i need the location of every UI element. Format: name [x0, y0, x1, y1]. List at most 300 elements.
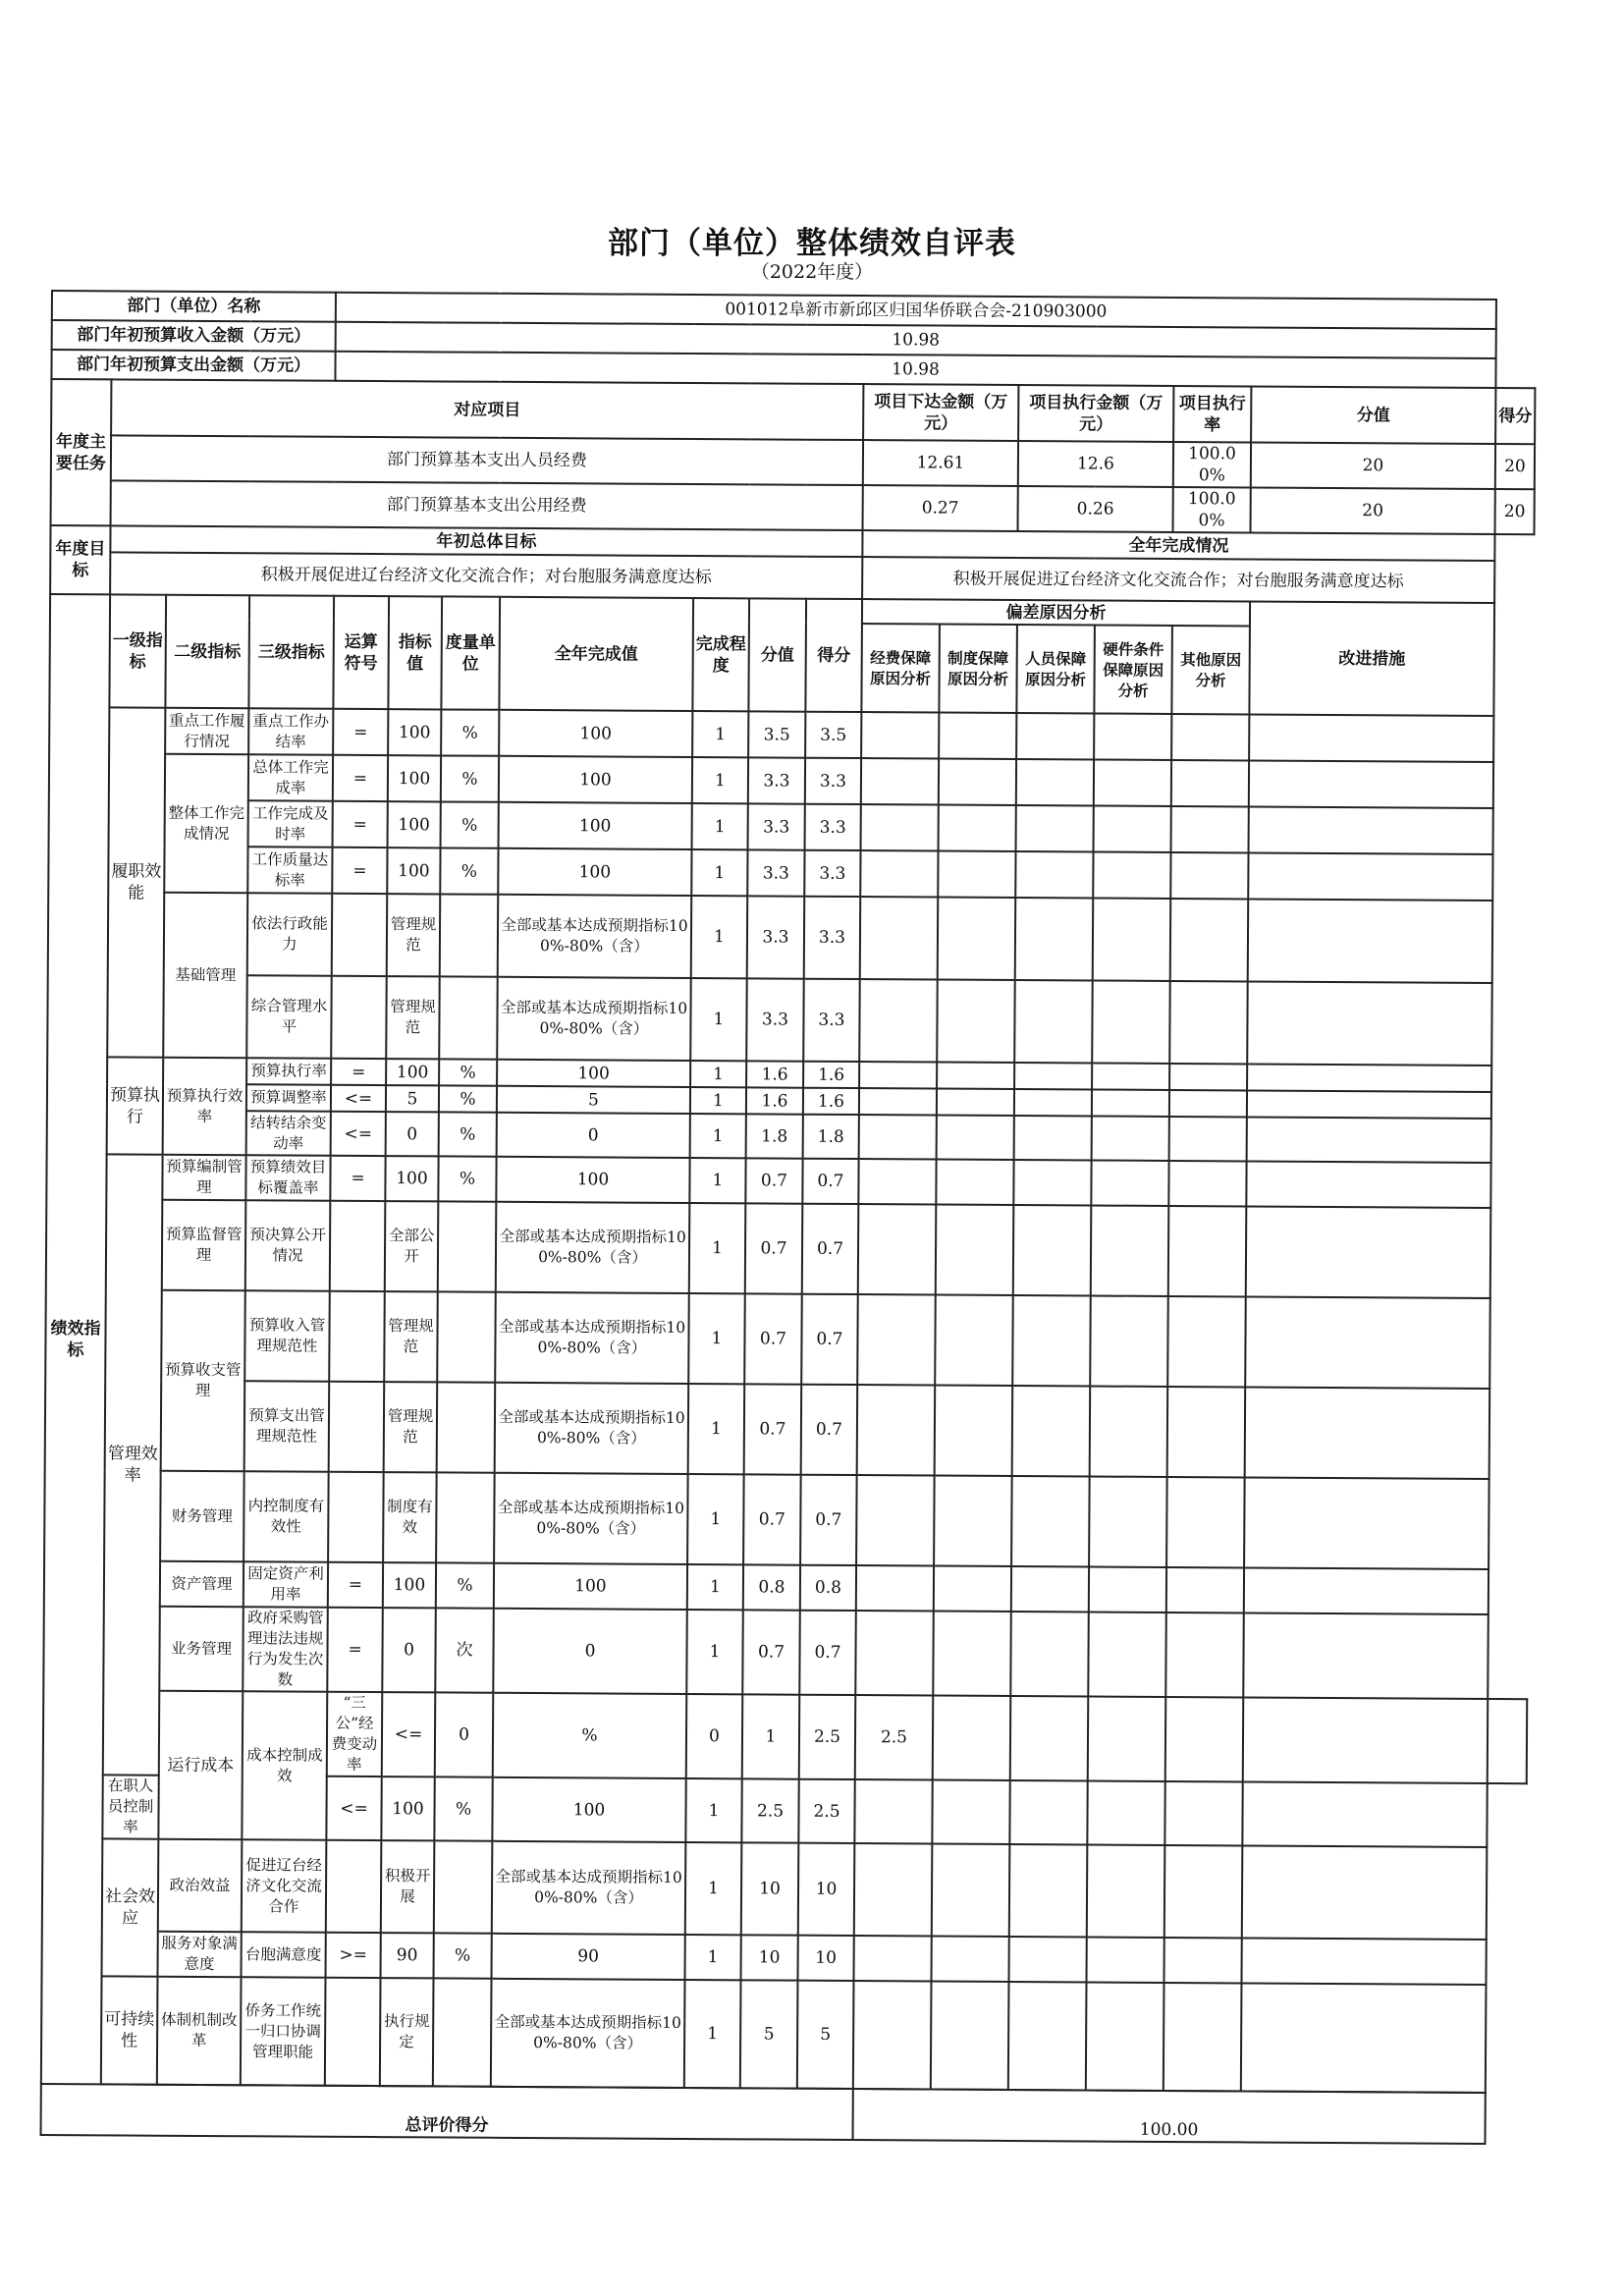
deviation-cell [1015, 898, 1094, 980]
actual-cell: 100 [499, 756, 692, 803]
deviation-cell [932, 1844, 1010, 1937]
deviation-cell [1093, 851, 1170, 898]
deviation-cell [936, 1205, 1014, 1295]
task-score: 20 [1495, 444, 1535, 489]
deviation-cell [1166, 1567, 1244, 1613]
deviation-cell [1088, 1612, 1166, 1696]
actual-cell: 全部或基本达成预期指标100%-80%（含） [495, 1292, 689, 1384]
deviation-cell [1169, 1090, 1247, 1117]
operator-cell: <= [331, 1085, 386, 1112]
level3-cell: 侨务工作统一归口协调管理职能 [241, 1977, 326, 2086]
deviation-cell [1169, 1117, 1247, 1161]
score-cell: 0.7 [802, 1159, 858, 1204]
target-cell: 积极开展 [381, 1840, 435, 1933]
level1-operating-cost: 运行成本 [158, 1691, 243, 1840]
actual-cell: 全部或基本达成预期指标100%-80%（含） [494, 1473, 688, 1564]
header-unit: 度量单位 [441, 596, 500, 709]
deviation-cell [1014, 1063, 1092, 1089]
indicator-row [42, 1838, 1527, 1940]
deviation-cell [1015, 851, 1093, 898]
operator-cell [329, 1291, 385, 1382]
unit-cell: % [434, 1933, 492, 1978]
improvement-cell [1241, 1938, 1486, 1985]
deviation-cell [1171, 760, 1249, 806]
degree-cell: 1 [690, 1061, 746, 1087]
deviation-cell [1167, 1387, 1246, 1477]
deviation-cell [1164, 1781, 1242, 1845]
tasks-header-rate: 项目执行率 [1173, 386, 1251, 442]
deviation-cell [1164, 1845, 1243, 1938]
improvement-cell [1245, 1387, 1490, 1479]
max-score-cell: 5 [740, 1980, 798, 2088]
degree-cell: 1 [689, 1158, 745, 1203]
deviation-cell [861, 804, 939, 850]
header-degree: 完成程度 [692, 598, 749, 711]
deviation-cell [1011, 1566, 1089, 1612]
max-score-cell: 3.3 [747, 849, 804, 896]
document-year: （2022年度） [750, 261, 874, 283]
deviation-cell [935, 1295, 1013, 1386]
improvement-cell [1242, 1845, 1488, 1940]
target-cell: 100 [387, 847, 440, 894]
score-cell: 0.7 [801, 1294, 858, 1385]
unit-cell: % [439, 1059, 497, 1085]
deviation-cell [1091, 1205, 1169, 1295]
operator-cell [325, 1978, 381, 2086]
actual-cell: 全部或基本达成预期指标100%-80%（含） [491, 1979, 685, 2088]
degree-cell: 1 [742, 1694, 800, 1778]
max-score-cell: 0.7 [743, 1474, 801, 1564]
unit-cell: % [436, 1562, 494, 1608]
expense-value: 10.98 [335, 352, 1495, 388]
level2-business-management: 业务管理 [159, 1607, 244, 1692]
deviation-cell [1088, 1696, 1166, 1780]
deviation-cell [935, 1386, 1013, 1476]
level3-cell: 台胞满意度 [242, 1932, 326, 1978]
operator-cell: >= [326, 1933, 381, 1978]
deviation-cell [1016, 713, 1094, 759]
deviation-cell [1165, 1613, 1244, 1697]
deviation-cell [1010, 1696, 1089, 1780]
total-row [41, 2084, 1525, 2144]
level3-cell: 促进辽台经济文化交流合作 [242, 1839, 327, 1933]
deviation-cell [1164, 1983, 1242, 2091]
improvement-cell [1244, 1477, 1489, 1569]
max-score-cell: 10 [740, 1935, 797, 1980]
tasks-header-allocated: 项目下达金额（万元） [863, 384, 1018, 441]
level2-political-benefit: 政治效益 [158, 1839, 243, 1933]
target-cell: 100 [385, 1156, 438, 1201]
goals-completion-text: 积极开展促进辽台经济文化交流合作；对台胞服务满意度达标 [862, 557, 1494, 603]
level2-institutional-reform: 体制机制改革 [157, 1977, 242, 2086]
operator-cell [328, 1472, 384, 1562]
deviation-cell [859, 1115, 937, 1159]
score-cell: 0.7 [799, 1611, 856, 1695]
deviation-cell [1087, 1844, 1165, 1937]
deviation-cell [1094, 759, 1171, 805]
goals-completion-header: 全年完成情况 [862, 530, 1494, 561]
actual-cell: 全部或基本达成预期指标100%-80%（含） [492, 1841, 686, 1935]
max-score-cell: 0.7 [742, 1610, 800, 1694]
improvement-cell [1247, 1090, 1491, 1119]
deviation-cell [1016, 805, 1094, 851]
deviation-cell [856, 1475, 935, 1565]
indicator-row [48, 892, 1532, 983]
deviation-cell [1168, 1206, 1247, 1296]
indicator-row [44, 1470, 1529, 1569]
deviation-cell [1009, 1780, 1087, 1844]
indicator-row [43, 1606, 1527, 1699]
degree-cell: 1 [687, 1564, 743, 1610]
deviation-cell [937, 1116, 1014, 1160]
indicators-section-label: 绩效指标 [41, 594, 110, 2084]
score-cell: 2.5 [798, 1779, 854, 1843]
improvement-cell [1488, 1699, 1528, 1783]
deviation-cell [853, 1981, 932, 2089]
unit-cell: % [434, 1777, 492, 1840]
unit-cell [437, 1382, 496, 1472]
deviation-cell [1087, 1780, 1164, 1844]
goals-initial-text: 积极开展促进辽台经济文化交流合作；对台胞服务满意度达标 [110, 552, 862, 599]
task-max: 20 [1251, 442, 1495, 489]
degree-cell: 1 [685, 1778, 741, 1842]
degree-cell: 1 [684, 1980, 741, 2088]
operator-cell [331, 976, 387, 1059]
deviation-cell [933, 1612, 1011, 1696]
degree-cell: 1 [688, 1293, 745, 1384]
deviation-cell [1166, 1477, 1245, 1567]
max-score-cell: 0.7 [744, 1384, 802, 1474]
operator-cell: = [330, 1156, 385, 1201]
deviation-cell [857, 1294, 936, 1385]
deviation-cell [1164, 1938, 1241, 1983]
level2-cost-control: 成本控制成效 [242, 1691, 327, 1840]
target-cell: 0 [382, 1608, 436, 1692]
operator-cell: = [331, 1059, 386, 1085]
deviation-cell [1010, 1612, 1089, 1696]
max-score-cell: 1.6 [746, 1087, 803, 1114]
deviation-cell [939, 759, 1016, 805]
level3-cell: 工作完成及时率 [248, 800, 333, 847]
max-score-cell: 3.5 [748, 711, 805, 757]
level3-cell: 综合管理水平 [246, 975, 332, 1059]
score-cell: 0.7 [800, 1475, 857, 1565]
degree-cell: 1 [692, 803, 748, 849]
deviation-cell [934, 1476, 1012, 1566]
deviation-cell [1008, 1982, 1087, 2090]
level3-cell: 预算调整率 [246, 1084, 331, 1112]
target-cell: 制度有效 [383, 1472, 437, 1562]
improvement-cell [1247, 1064, 1491, 1092]
unit-cell: % [438, 1156, 496, 1201]
tasks-header-max: 分值 [1251, 386, 1495, 444]
unit-cell: 次 [435, 1608, 494, 1692]
deviation-cell [934, 1566, 1011, 1612]
max-score-cell: 0.8 [743, 1564, 800, 1610]
unit-cell: % [493, 1693, 687, 1778]
degree-cell: 1 [684, 1935, 740, 1980]
goals-section-label: 年度目标 [50, 525, 110, 594]
indicator-row [45, 1289, 1530, 1389]
income-value: 10.98 [336, 322, 1496, 358]
score-cell: 3.3 [804, 897, 861, 979]
tasks-header-row [51, 379, 1535, 444]
income-label: 部门年初预算收入金额（万元） [52, 320, 336, 352]
deviation-cell [1012, 1295, 1091, 1386]
deviation-cell [1014, 980, 1093, 1063]
deviation-cell [1012, 1386, 1091, 1476]
deviation-cell [1016, 759, 1094, 805]
score-cell: 5 [797, 1981, 854, 2089]
improvement-cell [1241, 1983, 1487, 2093]
header-other-reason: 其他原因分析 [1171, 626, 1250, 714]
header-level1: 一级指标 [109, 594, 166, 707]
unit-cell [440, 894, 499, 976]
level1-budget-execution: 预算执行 [107, 1057, 164, 1154]
score-cell: 0.7 [802, 1204, 859, 1294]
degree-cell: 1 [690, 1114, 746, 1158]
indicator-row [46, 1199, 1531, 1298]
deviation-cell [1091, 1160, 1168, 1205]
improvement-cell [1242, 1781, 1487, 1847]
deviation-cell [1014, 1089, 1092, 1116]
header-score: 得分 [805, 599, 862, 712]
header-target: 指标值 [388, 596, 442, 709]
score-cell: 3.3 [805, 804, 861, 850]
improvement-cell [1247, 1117, 1491, 1163]
degree-cell: 1 [685, 1842, 742, 1935]
operator-cell: = [327, 1608, 383, 1692]
operator-cell [332, 894, 388, 976]
operator-cell: <= [331, 1112, 386, 1156]
operator-cell [329, 1382, 385, 1472]
deviation-cell [1171, 714, 1249, 760]
level2-asset-management: 资产管理 [160, 1561, 244, 1608]
target-cell: 管理规范 [384, 1382, 438, 1472]
unit-cell: % [440, 847, 498, 894]
max-score-cell: 2.5 [799, 1695, 856, 1779]
target-cell: 管理规范 [386, 976, 440, 1059]
improvement-cell [1249, 760, 1493, 808]
max-score-cell: 0.7 [745, 1158, 802, 1203]
unit-cell: % [439, 1085, 497, 1112]
header-funding-reason: 经费保障原因分析 [861, 624, 940, 712]
deviation-cell [861, 712, 939, 758]
indicator-row [43, 1690, 1527, 1783]
level3-cell: 固定资产利用率 [244, 1561, 328, 1608]
level3-cell: 重点工作办结率 [248, 708, 333, 755]
target-cell: 100 [386, 1059, 439, 1085]
max-score-cell: 0.7 [744, 1293, 802, 1384]
level2-overall-work: 整体工作完成情况 [164, 754, 248, 894]
deviation-cell [931, 1982, 1009, 2090]
level3-cell: 预决算公开情况 [245, 1200, 331, 1291]
target-cell: 100 [381, 1777, 434, 1840]
deviation-cell [1094, 713, 1171, 759]
deviation-cell [938, 898, 1016, 980]
header-system-reason: 制度保障原因分析 [939, 625, 1017, 713]
actual-cell: 100 [498, 848, 691, 896]
dept-name-label: 部门（单位）名称 [52, 291, 336, 322]
improvement-cell [1246, 1206, 1491, 1298]
level3-cell: 预算支出管理规范性 [244, 1381, 330, 1472]
target-cell: 0 [386, 1112, 439, 1156]
score-cell: 10 [798, 1843, 855, 1936]
header-level3: 三级指标 [248, 595, 334, 709]
level1-performance: 履职效能 [107, 707, 165, 1057]
task-project: 部门预算基本支出公用经费 [111, 480, 863, 530]
level3-cell: 预算收入管理规范性 [244, 1290, 330, 1382]
actual-cell: 0 [497, 1113, 690, 1158]
actual-cell: 100 [494, 1563, 687, 1610]
level3-cell: 预算执行率 [246, 1058, 331, 1085]
deviation-cell [937, 1089, 1014, 1116]
degree-cell: 1 [688, 1384, 745, 1474]
degree-cell: 1 [689, 1203, 746, 1293]
actual-cell: 100 [492, 1777, 685, 1842]
deviation-cell [1089, 1566, 1166, 1612]
header-staff-reason: 人员保障原因分析 [1016, 625, 1095, 713]
max-score-cell: 2.5 [741, 1778, 798, 1842]
indicator-row [47, 974, 1531, 1066]
deviation-cell [937, 980, 1015, 1063]
dept-name-value: 001012阜新市新邱区归国华侨联合会-210903000 [336, 293, 1496, 329]
level2-financial-management: 财务管理 [160, 1471, 244, 1562]
score-cell: 1.8 [803, 1115, 859, 1159]
deviation-cell [1171, 806, 1249, 852]
score-cell: 10 [797, 1936, 853, 1981]
actual-cell: 90 [492, 1934, 685, 1980]
task-max: 20 [1251, 487, 1495, 534]
total-label: 总评价得分 [41, 2084, 853, 2140]
task-project: 部门预算基本支出人员经费 [111, 435, 863, 485]
deviation-cell [853, 1936, 931, 1981]
target-cell: 管理规范 [384, 1291, 438, 1382]
actual-cell: 0 [686, 1694, 743, 1778]
task-allocated: 12.61 [863, 440, 1018, 486]
deviation-cell [933, 1696, 1011, 1780]
target-cell: 90 [381, 1933, 434, 1978]
deviation-cell [1090, 1295, 1168, 1386]
level1-sustainability: 可持续性 [101, 1976, 158, 2084]
target-cell: 管理规范 [387, 894, 441, 976]
actual-cell: 0 [493, 1609, 687, 1694]
task-executed: 12.6 [1018, 441, 1173, 487]
level1-social-effect: 社会效应 [102, 1838, 159, 1976]
improvement-cell [1247, 981, 1492, 1066]
deviation-cell [854, 1779, 932, 1843]
improvement-cell [1248, 852, 1492, 901]
improvement-cell [1249, 806, 1493, 854]
deviation-cell [1009, 1844, 1088, 1937]
actual-cell: 100 [499, 710, 692, 757]
expense-label: 部门年初预算支出金额（万元） [51, 350, 335, 381]
deviation-cell [858, 1159, 936, 1204]
operator-cell: = [333, 709, 388, 755]
actual-cell: 全部或基本达成预期指标100%-80%（含） [497, 977, 691, 1061]
unit-cell [437, 1291, 496, 1382]
max-score-cell: 1.8 [746, 1114, 803, 1158]
deviation-cell [1090, 1386, 1168, 1476]
score-cell: 3.3 [803, 979, 860, 1062]
score-cell: 1.6 [803, 1088, 859, 1115]
actual-cell: 全部或基本达成预期指标100%-80%（含） [498, 895, 692, 978]
deviation-cell [1170, 852, 1248, 899]
total-value: 100.00 [853, 2089, 1486, 2144]
degree-cell: 1 [687, 1474, 744, 1564]
deviation-cell [861, 758, 939, 804]
deviation-cell [1167, 1296, 1246, 1387]
target-cell: 全部公开 [385, 1201, 439, 1291]
level2-budget-efficiency: 预算执行效率 [163, 1058, 247, 1156]
max-score-cell: 3.3 [748, 757, 805, 803]
level2-basic-management: 基础管理 [163, 893, 247, 1059]
deviation-cell [1013, 1160, 1091, 1205]
score-cell: 3.3 [804, 850, 860, 897]
level3-cell: “三公”经费变动率 [327, 1692, 383, 1777]
deviation-cell [1094, 805, 1171, 851]
operator-cell: = [328, 1562, 383, 1608]
unit-cell: % [441, 709, 499, 755]
degree-cell: 1 [691, 896, 748, 978]
deviation-cell [1169, 981, 1248, 1064]
score-cell: 3.5 [805, 712, 861, 758]
operator-cell [326, 1840, 382, 1933]
header-max-score: 分值 [748, 598, 806, 711]
deviation-cell [932, 1780, 1009, 1844]
deviation-cell [937, 1063, 1014, 1089]
deviation-cell [939, 805, 1016, 851]
deviation-cell [938, 851, 1015, 898]
task-executed: 0.26 [1018, 486, 1173, 532]
level1-management-efficiency: 管理效率 [103, 1154, 163, 1775]
degree-cell: 1 [686, 1610, 743, 1694]
deviation-cell [1092, 980, 1170, 1063]
indicator-row [45, 1380, 1530, 1479]
deviation-cell [1013, 1205, 1092, 1295]
level3-cell: 总体工作完成率 [248, 754, 333, 801]
header-level2: 二级指标 [165, 595, 249, 709]
deviation-cell [859, 979, 938, 1062]
deviation-cell [1092, 1089, 1169, 1116]
deviation-cell [936, 1160, 1013, 1205]
unit-cell [436, 1472, 495, 1562]
task-score: 20 [1495, 489, 1535, 534]
deviation-cell [1086, 1982, 1164, 2090]
improvement-cell [1248, 899, 1493, 983]
operator-cell: = [332, 847, 387, 894]
actual-cell: 100 [497, 1060, 690, 1087]
deviation-cell [856, 1565, 934, 1611]
evaluation-table [40, 290, 1537, 2145]
level3-cell: 工作质量达标率 [247, 847, 332, 894]
target-cell: 0 [435, 1692, 494, 1777]
actual-cell: 5 [497, 1086, 690, 1114]
unit-cell [434, 1840, 493, 1933]
deviation-cell [1165, 1697, 1244, 1781]
deviation-cell [859, 1088, 937, 1115]
level2-service-satisfaction: 服务对象满意度 [158, 1932, 242, 1978]
task-rate: 100.00% [1173, 442, 1251, 487]
target-cell: 执行规定 [380, 1978, 434, 2086]
deviation-cell [859, 1062, 937, 1088]
header-deviation: 偏差原因分析 [862, 599, 1250, 626]
max-score-cell: 3.3 [746, 978, 804, 1061]
deviation-cell [1243, 1697, 1489, 1783]
task-allocated: 0.27 [863, 485, 1018, 531]
task-rate: 100.00% [1173, 487, 1251, 532]
deviation-cell [1093, 898, 1171, 980]
